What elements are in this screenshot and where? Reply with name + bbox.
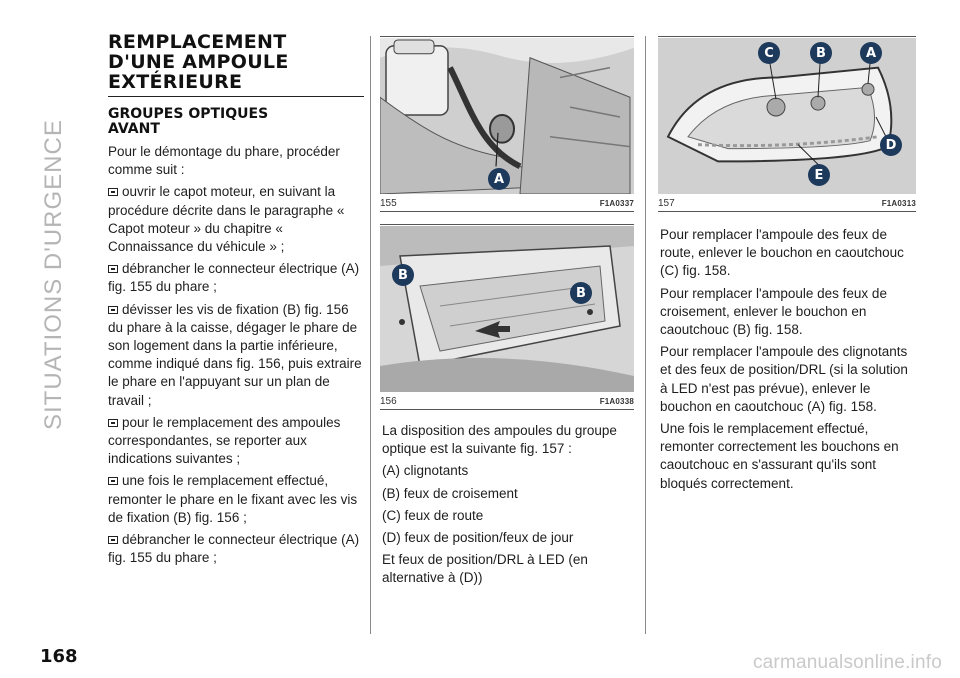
bullet-item (108, 414, 364, 469)
section-heading (108, 32, 364, 97)
bullet-text: débrancher le connecteur électrique (A) fig. 155 du phare ; (108, 532, 360, 566)
heading-line: EXTÉRIEURE (108, 71, 243, 93)
headlamp-photo (380, 226, 634, 392)
callout-badge-c (758, 42, 780, 64)
callout-label: B (576, 285, 586, 301)
paragraph: (C) feux de route (382, 507, 484, 523)
figure-rule (380, 36, 634, 37)
figure-code: F1A0338 (599, 397, 634, 406)
column-3 (660, 226, 916, 497)
paragraph: Pour remplacer l'ampoule des clignotants et des feux de position/DRL (si la solution à LED n'est pas prévue), enlever le bouchon en caoutchouc (A) fig. 158. (660, 344, 908, 414)
section-side-label: SITUATIONS D'URGENCE (40, 119, 67, 430)
figure-caption (658, 196, 916, 212)
bullet-text: pour le remplacement des ampoules correspondantes, se reporter aux indications suivantes ; (108, 414, 341, 467)
callout-label: B (398, 267, 408, 283)
callout-label: B (816, 45, 826, 61)
paragraph: (A) clignotants (382, 463, 469, 479)
callout-label: D (885, 137, 897, 153)
figure-156 (380, 224, 634, 410)
figure-155 (380, 36, 634, 212)
bullet-item (108, 301, 364, 410)
callout-badge-b-right (570, 282, 592, 304)
paragraph: Une fois le remplacement effectué, remonter correctement les bouchons en caoutchouc en s'assurant qu'ils sont bloqués correctement. (660, 421, 899, 491)
callout-badge-a (488, 168, 510, 190)
bullet-text: ouvrir le capot moteur, en suivant la procédure décrite dans le paragraphe « Capot moteur » du chapitre « Connaissance du véhicule » ; (108, 184, 345, 255)
callout-badge-a (860, 42, 882, 64)
bullet-icon (108, 419, 118, 427)
bullet-item (108, 260, 364, 296)
paragraph: Et feux de position/DRL à LED (en alternative à (D)) (382, 552, 588, 586)
figure-number: 155 (380, 198, 397, 209)
figure-rule (380, 224, 634, 225)
callout-badge-b-left (392, 264, 414, 286)
bullet-icon (108, 477, 118, 485)
callout-label: E (814, 167, 824, 183)
column-2 (382, 422, 634, 592)
column-divider-1 (370, 36, 371, 634)
bullet-text: débrancher le connecteur électrique (A) fig. 155 du phare ; (108, 261, 360, 295)
bullet-item (108, 472, 364, 527)
paragraph: (D) feux de position/feux de jour (382, 530, 574, 546)
paragraph: (B) feux de croisement (382, 485, 518, 501)
bullet-item (108, 531, 364, 567)
bullet-icon (108, 306, 118, 314)
figure-caption (380, 196, 634, 212)
callout-label: A (493, 171, 505, 187)
column-divider-2 (645, 36, 646, 634)
subsection-heading (108, 107, 364, 137)
subheading-line: AVANT (108, 121, 160, 137)
intro-paragraph: Pour le démontage du phare, procéder comme suit : (108, 144, 340, 178)
figure-number: 156 (380, 396, 397, 407)
figure-code: F1A0337 (599, 199, 634, 208)
bullet-icon (108, 536, 118, 544)
paragraph: Pour remplacer l'ampoule des feux de route, enlever le bouchon en caoutchouc (C) fig. 158. (660, 227, 904, 279)
bullet-text: dévisser les vis de fixation (B) fig. 156 du phare à la caisse, dégager le phare de son logement dans la partie inférieure, comme indiqué dans fig. 156, puis extraire le phare en l'appuyant sur un plan de travail ; (108, 301, 362, 408)
page-number: 168 (40, 646, 78, 667)
bullet-icon (108, 188, 118, 196)
heading-line: D'UNE AMPOULE (108, 51, 289, 73)
callout-label: A (865, 45, 877, 61)
callout-badge-d (880, 134, 902, 156)
bullet-icon (108, 265, 118, 273)
watermark: carmanualsonline.info (752, 652, 942, 673)
heading-line: REMPLACEMENT (108, 31, 287, 53)
bullet-item (108, 183, 364, 256)
figure-157 (658, 36, 916, 212)
paragraph: Pour remplacer l'ampoule des feux de croisement, enlever le bouchon en caoutchouc (B) fig. 158. (660, 285, 887, 338)
callout-badge-b (810, 42, 832, 64)
figure-caption (380, 394, 634, 410)
callout-badge-e (808, 164, 830, 186)
subheading-line: GROUPES OPTIQUES (108, 106, 269, 122)
column-1 (108, 32, 364, 571)
figure-rule (658, 36, 916, 37)
callout-label: C (764, 45, 774, 61)
figure-code: F1A0313 (881, 199, 916, 208)
paragraph: La disposition des ampoules du groupe optique est la suivante fig. 157 : (382, 423, 617, 457)
bullet-text: une fois le remplacement effectué, remonter le phare en le fixant avec les vis de fixation (B) fig. 156 ; (108, 473, 358, 525)
figure-number: 157 (658, 198, 675, 209)
